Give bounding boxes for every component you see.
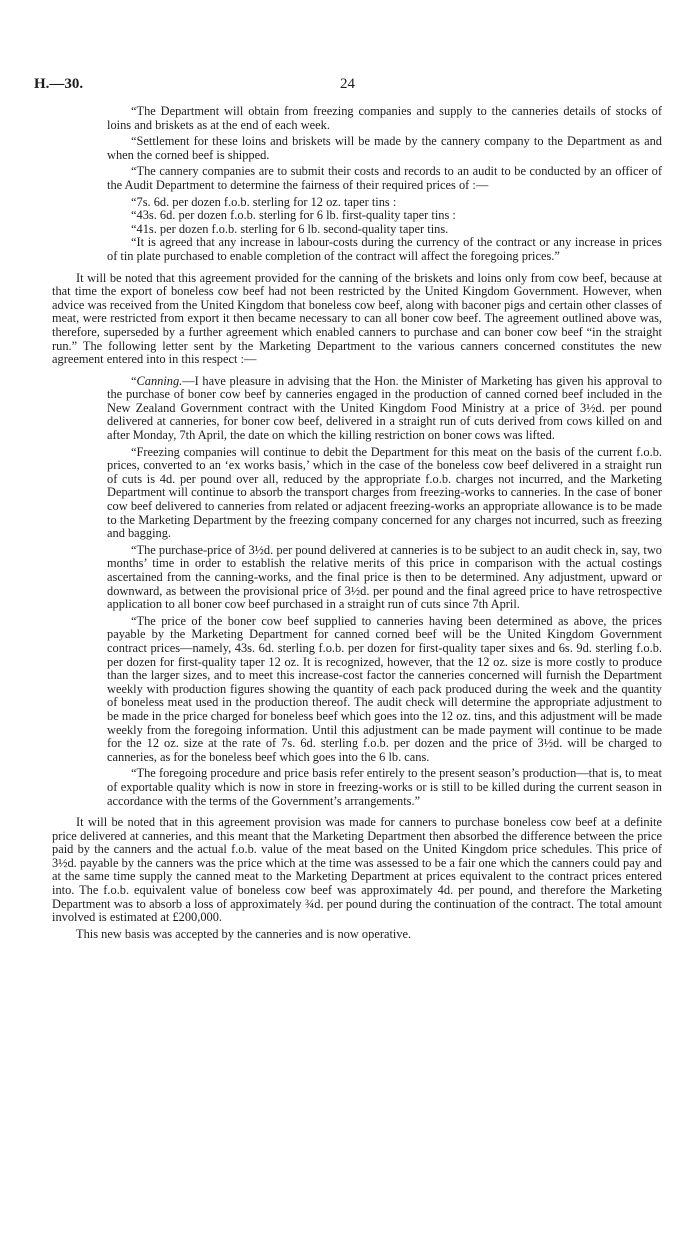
quoted-paragraph: “The Department will obtain from freezing companies and supply to the canneries details of stocks of loins and briskets as at the end of each week. [107, 104, 662, 132]
letter-paragraph: “The purchase-price of 3½d. per pound delivered at canneries is to be subject to an audit check in, say, two months’ time in order to establish the relative merits of this price in comparison with the actual costings ascertained from the canning-works, and the final price is then to be determined. Any adjustment, upward or downward, as between the provisional price of 3½d. per pound and the final agreed price to have retrospective application to all boner cow beef purchased in a straight run of cuts since 7th April. [107, 542, 662, 612]
price-item: “41s. per dozen f.o.b. sterling for 6 lb. second-quality taper tins. [131, 221, 449, 236]
letter-open-quote: “ [131, 373, 137, 388]
body-paragraph: It will be noted that this agreement provided for the canning of the briskets and loins only from cow beef, because at that time the export of boneless cow beef had not been restricted by the United Kingdom Government. However, when advice was received from the United Kingdom that boneless cow beef, along with baconer pigs and certain other classes of meat, were restricted from export it then became necessary to can all boner cow beef. The agreement outlined above was, therefore, superseded by a further agreement which enabled canners to purchase and can boner cow beef “in the straight run.” The following letter sent by the Marketing Department to the various canners concerned constitutes the new agreement entered into in this respect :— [52, 270, 662, 367]
letter-paragraph: “The foregoing procedure and price basis refer entirely to the present season’s production—that is, to meat of exportable quality which is now in store in freezing-works or is still to be killed during the current season in accordance with the terms of the Government’s arrangements.” [107, 766, 662, 808]
price-item: “7s. 6d. per dozen f.o.b. sterling for 12 oz. taper tins : [131, 194, 397, 209]
letter-paragraph: “The price of the boner cow beef supplied to canneries having been determined as above, the prices payable by the Marketing Department for canned corned beef will be the United Kingdom Government contract prices—namely, 43s. 6d. sterling f.o.b. per dozen for first-quality taper sixes and 6s. 9d. sterling f.o.b. per dozen for first-quality taper 12 oz. It is recognized, however, that the 12 oz. size is more costly to produce than the larger sizes, and to meet this increase-cost factor the canneries concerned will furnish the Department weekly with production figures showing the quantity of each pack produced during the week and the quantity of boneless meat used in the production thereof. The audit check will determine the appropriate adjustment to be made in the price charged for boneless beef which goes into the 12 oz. tins, and this adjustment will be made weekly from the foregoing information. Until this adjustment can be made payment will continue to be made for the 12 oz. size at the rate of 7s. 6d. sterling f.o.b. per dozen and the price of 3½d. will be charged to canneries, as for the boneless beef which goes into the 6 lb. cans. [107, 613, 662, 764]
document-body [52, 105, 662, 941]
body-paragraph: This new basis was accepted by the canneries and is now operative. [76, 926, 412, 941]
quoted-paragraph: “The cannery companies are to submit their costs and records to an audit to be conducted by an officer of the Audit Department to determine the fairness of their required prices of :— [107, 164, 662, 192]
letter-paragraph [52, 375, 662, 443]
letter-paragraph: “Freezing companies will continue to debit the Department for this meat on the basis of the current f.o.b. prices, converted to an ‘ex works basis,’ which in the case of the boneless cow beef delivered in a straight run of cuts is 4d. per pound over all, reduced by the appropriate f.o.b. charges not incurred, and the Marketing Department will continue to absorb the transport charges from freezing-works to canneries. In the case of boner cow beef delivered to canneries from related or adjacent freezing-works an appropriate allowance is to be made to the Marketing Department by the freezing company concerned for any charges not incurred, such as freezing and bagging. [107, 444, 662, 541]
quoted-paragraph: “It is agreed that any increase in labour-costs during the currency of the contract or any increase in prices of tin plate purchased to enable completion of the contract will affect the foregoing prices.” [107, 235, 662, 263]
price-item: “43s. 6d. per dozen f.o.b. sterling for 6 lb. first-quality taper tins : [131, 208, 456, 223]
document-reference: H.—30. [34, 76, 84, 92]
letter-heading: Canning. [136, 373, 183, 388]
quoted-paragraph: “Settlement for these loins and briskets will be made by the cannery company to the Department as and when the corned beef is shipped. [107, 134, 662, 162]
page-number: 24 [340, 76, 355, 92]
letter-text: —I have pleasure in advising that the Hon. the Minister of Marketing has given his approval to the purchase of boner cow beef by canneries engaged in the production of canned corned beef included in the New Zealand Government contract with the United Kingdom Food Ministry at a price of 3½d. per pound delivered at canneries, for boner cow beef, delivered in a straight run of cuts derived from cows killed on and after Monday, 7th April, the date on which the killing restriction on boner cows was lifted. [107, 373, 662, 443]
body-paragraph: It will be noted that in this agreement provision was made for canners to purchase boneless cow beef at a definite price delivered at canneries, and this meant that the Marketing Department then absorbed the difference between the price paid by the canners and the actual f.o.b. value of the meat based on the United Kingdom price schedules. This price of 3½d. payable by the canners was the price which at the time was assessed to be a fair one which the canners could pay and at the same time supply the canned meat to the Marketing Department at prices equivalent to the contract prices entered into. The f.o.b. equivalent value of boneless cow beef was approximately 4d. per pound, and therefore the Marketing Department was to absorb a loss of approximately ¾d. per pound during the continuation of the contract. The total amount involved is estimated at £200,000. [52, 815, 662, 925]
